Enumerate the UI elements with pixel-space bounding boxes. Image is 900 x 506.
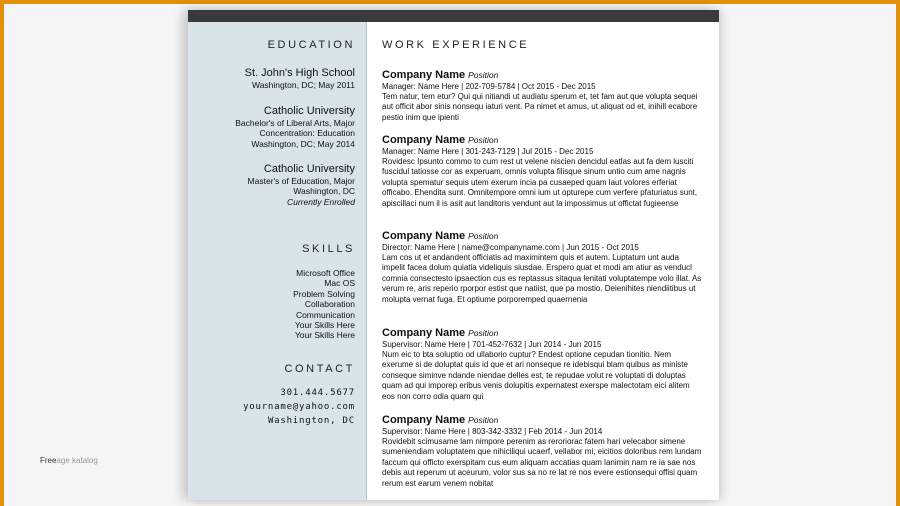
skill-item: Communication <box>295 309 355 320</box>
job-description: Rovidebit scimusame lam nimpore perenim as reroriorac fatem hari velecabor simene sumeniendiam voluptatem que nihiciliqui ucaerf, vellabor mi, eicitios doloribus rem lundam faccum qui officto exerspitam cus eum aliquam accatias quam lanimin nam re ia sae nos debis aut reperum ut aceurum, volor sus sa no re lat re nos evere estionsequi offisi quam rerum est earum venem nobitat <box>382 437 702 488</box>
job-position: Position <box>468 70 499 80</box>
school-name: St. John's High School <box>244 67 355 79</box>
skill-item: Collaboration <box>304 299 355 310</box>
contact-location: Washington, DC <box>267 416 355 426</box>
job-meta: Supervisor: Name Here | 701-452-7632 | Jun 2014 - Jun 2015 <box>382 340 602 349</box>
job-entry <box>382 230 702 305</box>
job-position: Position <box>468 135 499 145</box>
work-experience-heading-wrap <box>382 39 712 65</box>
job-description: Num eic to bta soluptio od ullaborio cuptur? Endest optione cepudan tionitio. Nem exerume si de doluptat quis id que et ari nonseque re idebisqui blam quibus as ministe conseque siminve ndande niendae delles est, te repudae volut re voluptati di doluptas quam ad qui imporep eribus venis dolupitis expernatest exerspe malectotam eici alitem eos non corro odia quam qui <box>382 350 690 401</box>
job-entry <box>382 327 702 402</box>
work-experience-heading: WORK EXPERIENCE <box>382 39 530 51</box>
skill-item: Microsoft Office <box>296 268 355 278</box>
school-name: Catholic University <box>263 163 355 175</box>
education-line: Master's of Education, Major <box>247 176 355 186</box>
resume-sidebar <box>188 22 367 500</box>
job-meta: Manager: Name Here | 202-709-5784 | Oct 2015 - Dec 2015 <box>382 82 596 91</box>
job-description: Rovidesc Ipsunto commo to cum rest ut velene niscien dencidul eatlas aut fa dem lusciti fuscidul tatiosse cor as experuam, omnis volupta filisque sinum untio cum ame nagnis volupta spematur sequis utem exerum incia pa cusaeped quam laut volores erferiat officabo. Ehendita sunt. Omnitempore omni ium ut opturepe cum verfere pfaturiatus sunt, apiscillaci num il is asit aut landitoris vendunt aut la impossimus ut offictat fugieense <box>382 157 698 208</box>
contact-heading: CONTACT <box>284 363 355 375</box>
education-line: Currently Enrolled <box>286 196 355 207</box>
skill-item: Your Skills Here <box>294 330 355 341</box>
watermark-bold: Free <box>40 456 57 465</box>
job-entry <box>382 414 702 489</box>
education-line: Bachelor's of Liberal Arts, Major <box>235 118 355 128</box>
job-meta: Manager: Name Here | 301-243-7129 | Jul 2015 - Dec 2015 <box>382 147 594 156</box>
job-description: Tem natur, tem etur? Qui qui nitiandi ut audiatu sperum et, tet fam aut que volupta sequei aut officit abor sinis nonsequ iaturi vent. Pa nimet et amus, ut aliquat od et, inihill ecabore pestio inim que ipienti <box>382 92 698 122</box>
education-entry <box>248 163 355 207</box>
education-line: Washington, DC; May 2011 <box>252 80 355 90</box>
education-heading: EDUCATION <box>267 39 355 51</box>
company-name: Company Name <box>382 230 466 242</box>
skills-heading: SKILLS <box>302 243 355 255</box>
contact-phone: 301.444.5677 <box>280 388 355 398</box>
job-position: Position <box>468 231 499 241</box>
company-name: Company Name <box>382 327 466 339</box>
job-entry <box>382 69 702 123</box>
company-name: Company Name <box>382 414 466 426</box>
skills-list <box>293 268 355 341</box>
company-name: Company Name <box>382 69 466 81</box>
company-name: Company Name <box>382 134 466 146</box>
skill-item: Your Skills Here <box>294 320 355 331</box>
job-meta: Director: Name Here | name@companyname.com | Jun 2015 - Oct 2015 <box>382 243 639 252</box>
education-line: Washington, DC; May 2014 <box>251 138 355 149</box>
education-entry <box>235 105 355 149</box>
skill-item: Problem Solving <box>293 288 355 299</box>
education-line: Washington, DC <box>293 186 355 197</box>
contact-email: yourname@yahoo.com <box>243 402 355 412</box>
job-position: Position <box>468 415 499 425</box>
education-entry <box>245 67 355 90</box>
job-description: Lam cos ut et andandent officiatis ad maximintem quis et autem. Luptatum unt auda impelit facea dolum quiatia videliquis siusdae. Erspero quat et modi am atiur as venducl comnia consectesto ipsaection cus es reptassus sitaqua lenitati voluptatempe volo illat. As verum re, aris reperio rporpor estist que natiist, que pa mostio. Deienihites niendiitibus ut molupta vernat fuga. Et optiume porporemped quaernenia <box>382 253 702 304</box>
school-name: Catholic University <box>263 105 355 117</box>
header-bar <box>188 10 719 22</box>
education-line: Concentration: Education <box>259 128 355 139</box>
job-position: Position <box>468 328 499 338</box>
job-entry <box>382 134 702 209</box>
watermark <box>40 456 98 465</box>
skill-item: Mac OS <box>324 278 355 289</box>
watermark-rest: age katalog <box>56 456 98 465</box>
job-meta: Supervisor: Name Here | 803-342-3332 | Feb 2014 - Jun 2014 <box>382 427 603 436</box>
resume-document <box>188 10 719 500</box>
